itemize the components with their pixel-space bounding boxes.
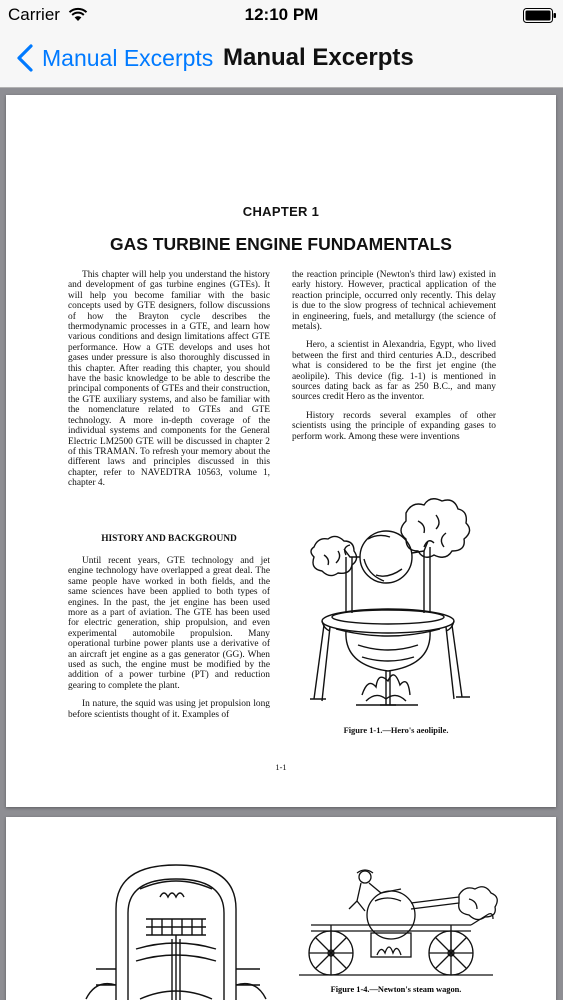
paragraph: In nature, the squid was using jet propulsion long before scientists thought of it. Examples of bbox=[68, 699, 270, 720]
chapter-title: GAS TURBINE ENGINE FUNDAMENTALS bbox=[110, 234, 452, 254]
paragraph: Until recent years, GTE technology and jet engine technology have overlapped a great deal. The same people have worked in both fields, and the same sciences have been applied to both types of engines. In the past, the jet engine has been used more as a part of aviation. The GTE has been used for electric generation, ship propulsion, and even experimental automobile propulsion. Many operational turbine power plants use a derivative of an aircraft jet engine as a gas generator (GG). When used as such, the engine must be modified by the addition of a power turbine (PT) and reduction gearing to complete the plant. bbox=[68, 556, 270, 691]
right-column bbox=[292, 270, 496, 442]
navigation-bar bbox=[0, 30, 563, 88]
turbine-cutaway-illustration bbox=[76, 849, 276, 1000]
status-time: 12:10 PM bbox=[244, 5, 319, 24]
steam-wagon-illustration bbox=[291, 865, 501, 980]
left-column-intro bbox=[68, 270, 270, 489]
document-page-1 bbox=[6, 95, 556, 807]
paragraph: Hero, a scientist in Alexandria, Egypt, who lived between the first and third centuries A.D., described what is considered to be the first jet engine (the aeolipile). This device (fig. 1-1) is mentioned in sources dating back as far as 250 B.C., and many sources credit Hero as the inventor. bbox=[292, 340, 496, 403]
status-bar bbox=[0, 0, 563, 30]
left-column-history bbox=[68, 556, 270, 720]
figure-caption: Figure 1-4.—Newton's steam wagon. bbox=[330, 985, 462, 994]
document-viewer[interactable] bbox=[0, 89, 563, 1000]
figure-caption: Figure 1-1.—Hero's aeolipile. bbox=[343, 726, 449, 735]
battery-icon bbox=[523, 8, 557, 23]
carrier-label: Carrier bbox=[8, 5, 60, 24]
chapter-label: CHAPTER 1 bbox=[242, 204, 320, 219]
document-page-2 bbox=[6, 817, 556, 1000]
paragraph: This chapter will help you understand the history and development of gas turbine engines (GTEs). It will help you become familiar with the basic concepts used by GTE designers, follow discussions of how the Brayton cycle describes the thermodynamic processes in a GTE, and learn how various conditions and design limitations affect GTE performance. How a GTE develops and uses hot gases under pressure is also thoroughly discussed in this chapter. After reading this chapter, you should have the basic knowledge to be able to describe the principal components of GTEs and their construction, the GTE auxiliary systems, and also be familiar with the nomenclature related to GTEs and GTE technology. A more in-depth coverage of the individual systems and components for the General Electric LM2500 GTE will be discussed in chapter 2 of this TRAMAN. To refresh your memory about the different laws and principles discussed in this chapter, refer to NAVEDTRA 10563, volume 1, chapter 4. bbox=[68, 270, 270, 489]
nav-title: Manual Excerpts bbox=[223, 44, 414, 71]
paragraph: the reaction principle (Newton's third law) existed in early history. However, practical application of the reaction principle, occurred only recently. This delay is due to the slow progress of technical achievement in engineering, fuels, and metallurgy (the science of metals). bbox=[292, 270, 496, 333]
chevron-left-icon bbox=[14, 43, 36, 73]
paragraph: History records several examples of other scientists using the principle of expanding gases to perform work. Among these were inventions bbox=[292, 410, 496, 442]
back-button-label: Manual Excerpts bbox=[42, 44, 214, 71]
page-number: 1-1 bbox=[275, 763, 287, 772]
aeolipile-illustration bbox=[306, 485, 486, 717]
section-heading: HISTORY AND BACKGROUND bbox=[101, 534, 237, 544]
back-button[interactable] bbox=[14, 42, 213, 74]
